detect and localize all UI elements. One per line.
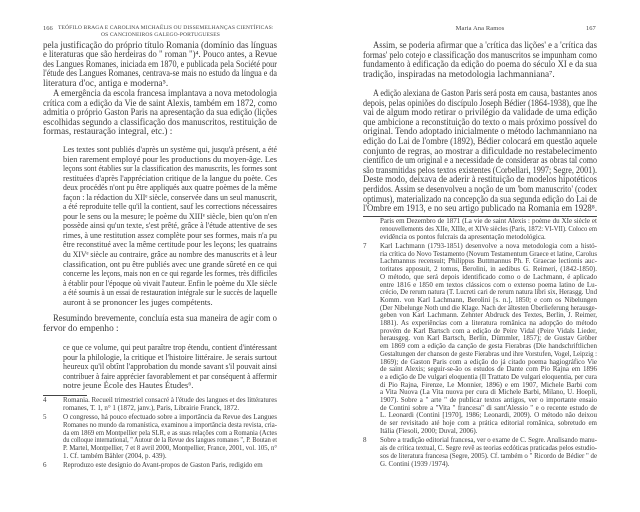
text-line: des Langues Romanes, iniciada em 1870, e publicada pela Société pour [43,59,277,70]
text-line: fundamento à edificação da edição do poema do século XI e da sua [363,60,597,71]
text-line: em 1869 com a edição da canção de gesta Fierabras (Die handschriftlichen [380,342,597,351]
footnote [63,462,277,470]
text-line: Deste modo, deixava de aderir à restituição de modelos hipotéticos [363,175,597,186]
text-line: são transmitidas pelos textos existentes (Corbellari, 1997; Segre, 2001). [363,165,597,176]
text-line: Romania. Recueil trimestriel consacré à l'étude des langues et des littératures [63,396,277,404]
text-line: Assim, se poderia afirmar que a 'crítica das lições' e a 'crítica das [373,41,597,51]
text-line: Paris em Dezembro de 1871 (La vie de saint Alexis : poème du XIe siècle et [380,217,597,225]
footnote-number: 5 [43,413,47,421]
text-line: A edição alexiana de Gaston Paris será posta em causa, bastantes anos [373,89,597,99]
text-line: Komm. von Karl Lachmann, Berolini [s. n.], 1850; e com os Nibelungen [380,295,597,304]
text-line: di Pio Rajna, Firenze, Le Monnier, 1896) e em 1907, Michele Barbi com [380,380,597,389]
text-line: herausgeg. von Karl Bartsch, Berlin, Dümmler, 1857); de Gustav Gröber [380,334,597,343]
text-line: crítica com a edição da Vie de saint Alexis, também em 1872, como [43,98,277,109]
footnote-number: 6 [43,461,47,469]
page-number: 166 [43,25,53,32]
text-line: être reconstitué avec la même certitude pour les leçons; les quatrains [63,239,277,250]
text-line: que ambicione a reconstituição do texto o mais próximo possível do [363,117,597,128]
text-line: pour la philologie, la critique et l'histoire littéraire. Je serais surtout [63,351,277,362]
text-line: depois, pelas opiniões do discípulo Joseph Bédier (1864-1938), que lhe [363,98,597,109]
text-line: de saint Alexis; seguir-se-ão os estudos de Dante com Pio Rajna em 1896 [380,365,597,374]
running-head-line-1: TEÓFILO BRAGA E CAROLINA MICHAËLIS OU DISSEMELHANÇAS CIENTÍFICAS: [58,25,274,31]
text-line: fervor do empenho : [43,323,119,334]
text-line: científico de um original e a necessidade de considerar as obras tal como [363,156,597,167]
text-line: O congresso, há pouco efectuado sobre a importância da Revue des Langues [63,413,277,421]
text-line: l'étude des Langues Romanes, centrava-se mais no estudo da língua e da [43,69,277,80]
text-line: edição do Lai de l'ombre (1892), Bédier colocará em questão aquele [363,136,597,147]
text-line: a Vita Nuova (La Vita nuova per cura di Michele Barbi, Milano, U. Hoepli, [380,388,597,397]
text-line: Resumindo brevemente, concluía esta sua maneira de agir com o [53,314,277,324]
text-line: e a edição de De vulgari eloquentia (Il Trattato De vulgari eloquentia, per cura [380,372,597,381]
text-line: admitia o próprio Gaston Paris na apresentação da sua edição (lições [43,108,277,118]
text-line: Gestaltungen der chanson de geste Fierabras und ihre Vorstufen, Vogel, Leipzig : [380,349,597,358]
text-line: G. Contini (1939 /1974). [380,459,450,468]
text-line: escolhidas segundo a classificação dos manuscritos, restituição de [43,117,277,128]
text-line: sos de literatura francesa (Segre, 2005). Cf. também o " Ricordo de Bédier " de [380,451,597,460]
text-line: heureux qu'il obtînt l'approbation du monde savant s'il pouvait ainsi [63,361,277,372]
paragraph [43,315,277,335]
text-line: evidência os pontos fulcrais da apresentação metodológica. [380,232,546,241]
text-line: romanes, T. 1, n° 1 (1872, janv.), Paris, Librairie Franck, 1872. [63,403,240,412]
text-line: à établir pour l'époque où vivait l'auteur. Enfin le poème du XIe siècle [63,277,277,288]
text-line: l'Ombre em 1913, e no seu artigo publicado na Romania em 1928⁸. [363,204,597,215]
text-line: crécio, De rerum natura (T. Lucreti cari de rerum natura libri six, Herasgg. Und [380,288,597,297]
text-line: perdidos. Assim se desenvolveu a noção de um 'bom manuscrito' (codex [363,184,597,195]
text-line: Les textes sont publiés d'après un système qui, jusqu'à présent, a été [63,144,277,154]
text-line: entre 1816 e 1850 em textos clássicos com o extenso poema latino de Lu- [380,280,597,289]
text-line: auront à se prononcer les juges compétents. [63,296,213,307]
text-line: restituées d'après l'appréciation critique de la langue du poète. Ces [63,172,277,183]
text-line: renouvellements des XIIe, XIIIe, et XIVe siècles (Paris, 1872: VI-VII). Coloco em [380,224,597,233]
page-number: 167 [586,25,596,32]
text-line: bien rarement employé pour les productions du moyen-âge. Les [63,153,277,164]
text-line: toritates apposuit, 2 tomus, Berolini, in aedibus G. Reimeri, (1842-1850). [380,265,597,274]
text-line: de ser revisitado até hoje com a prática editorial românica, sobretudo em [380,419,597,428]
text-line: literatura d'oc, antiga e moderna⁵. [43,78,169,89]
text-line: classification, ont pu être publiés avec une grande sûreté en ce qui [63,258,277,269]
text-line: 1. Cf. também Bähler (2004, p. 439). [63,451,167,460]
text-line: formas' pelo cotejo e classificação dos manuscritos se impunham como [363,50,597,61]
paragraph [363,42,597,80]
text-line: Sobre a tradição editorial francesa, ver o exame de C. Segre. Analisando manu- [380,436,597,444]
text-line: pela justificação do próprio título Romania (domínio das línguas [43,41,277,51]
text-line: formas, restauração integral, etc.) : [43,127,173,137]
text-line: da em 1869 em Montpellier pela SLR, e as suas relações com a Romania (Actes [63,428,277,437]
text-line: tradição, inspiradas na metodologia lachmanniana⁷. [363,69,555,80]
text-line: notre jeune École des Hautes Études⁶. [63,380,194,391]
footnote [380,243,597,436]
text-line: original. Tendo adoptado inicialmente o método lachmanniano na [363,127,597,138]
footnote-number: 7 [363,242,367,250]
text-line: contribuer à faire apprécier favorablement et par conséquent à affermir [63,370,277,381]
footnote [380,218,597,242]
text-line: Reproduzo este desígnio do Avant-propos de Gaston Paris, redigido em [63,461,263,469]
running-head: Maria Ana Ramos [455,25,505,32]
text-line: 1907). Sobre a " arte " de publicar textos antigos, ver o importante ensaio [380,396,597,405]
footnote [380,437,597,469]
text-line: geben von Karl Lachmann. Zehnter Abdruck des Textes, Berlin, J. Reimer, [380,311,597,320]
footnote-number: 8 [363,436,367,444]
text-line: concerne les leçons, mais non en ce qui regarde les formes, très difficiles [63,268,277,279]
paragraph [363,90,597,215]
running-head-line-2: OS CANCIONEIROS GALEGO-PORTUGUESES [101,32,220,38]
text-line: leçons sont établies sur la classification des manuscrits, les formes sont [63,163,277,174]
text-line: façon : la rédaction du XIIᵉ siècle, conservée dans un seul manuscrit, [63,191,277,202]
text-line: 1881). As experiências com a literatura românica na adopção do método [380,319,597,328]
text-line: e literaturas que são herdeiras do " roman ")⁴. Pouco antes, a Revue [43,50,277,61]
text-line: L. Leonardi (Contini [1970], 1986; Leonardi, 2009). O método não deixou [380,411,597,420]
text-line: conjunto de regras, ao mostrar a dificuldade no restabelecimento [363,146,597,157]
paragraph [43,90,277,138]
text-line: (Der Nibelunge Noth und die Klage. Nach der ältesten Überlieferung herausge- [380,303,597,312]
footnote [63,397,277,413]
text-line: Lachmannus recensuit; Philippus Buttmannus Ph. F. Graecae lectionis auc- [380,257,597,266]
text-line: ria crítica do Novo Testamento (Novum Testamentum Graece et latine, Carolus [380,249,597,258]
text-line: deux procédés n'ont pu être appliqués aux quatre poèmes de la même [63,182,277,193]
text-line: a été soumis à un essai de restauration intégrale sur le succès de laquelle [63,287,277,298]
text-line: Romanes no mundo da romanística, examinou a importância desta revista, cria- [63,420,277,429]
text-line: provém de Karl Bartsch com a edição de Peire Vidal (Peire Vidals Lieder, [380,326,597,335]
text-line: ce que ce volume, qui peut paraître trop étendu, contient d'intéressant [63,342,277,352]
text-line: du XIVᵉ siècle au contraire, grâce au nombre des manuscrits et à leur [63,249,277,260]
text-line: du colloque international, " Autour de la Revue des langues romanes ", P. Boutan et [63,436,277,445]
block-quote [63,145,277,307]
text-line: A emergência da escola francesa implantava a nova metodologia [53,89,277,99]
text-line: 1869); de Gaston Paris com a edição do já citado poema hagiográfico Vie [380,357,597,366]
text-line: ais de crítica textual, C. Segre revê as teorias ecdóticas praticadas pelos estudio- [380,443,597,452]
text-line: O método, que será depois identificado como o de Lachmann, é aplicado [380,272,597,281]
text-line: P. Martel, Montpellier, 7 et 8 avril 2000, Montpellier, France, 2001, vol. 105, n° [63,444,277,453]
block-quote [63,343,277,391]
text-line: a été reproduite telle qu'il la contient, sauf les corrections nécessaires [63,201,277,212]
text-line: vai de algum modo retirar o privilégio da validade de uma edição [363,108,597,119]
text-line: pour le sens ou la mesure; le poème du XIIIᵉ siècle, bien qu'on n'en [63,210,277,221]
paragraph [43,42,277,89]
text-line: de Contini sobre a "Vita " francesa" di sant'Alessio " e o recente estudo de [380,403,597,412]
text-line: optimus), materializado na concepção da sua segunda edição do Lai de [363,194,597,205]
text-line: rimes, à une restitution assez complète pour ses formes, mais n'a pu [63,229,277,240]
text-line: possède ainsi qu'un texte, s'est prêté, grâce à l'étude attentive de ses [63,220,277,231]
text-line: Itália (Fiesoli, 2000; Duval, 2006). [380,426,478,435]
text-line: Karl Lachmann (1793-1851) desenvolve a nova metodologia com a histó- [380,242,597,250]
footnote [63,414,277,461]
footnote-number: 4 [43,396,47,404]
